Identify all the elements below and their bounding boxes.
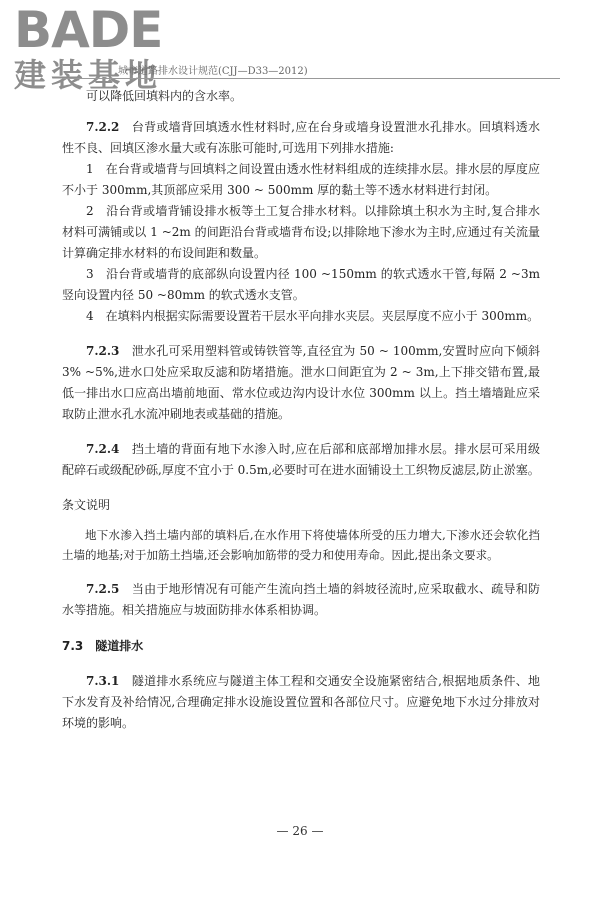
clause-text: 台背或墙背回填透水性材料时,应在台身或墙身设置泄水孔排水。回填料透水性不良、回填区渗水量大或有冻胀可能时,可选用下列排水措施:	[62, 120, 540, 155]
page-number: — 26 —	[276, 824, 324, 838]
watermark-subtitle: 建装基地	[14, 56, 163, 94]
section-number: 7.3	[62, 639, 84, 653]
clause-7-2-4	[62, 439, 540, 481]
page-body	[62, 86, 540, 734]
header-divider	[62, 78, 560, 79]
clause-number: 7.2.3	[86, 344, 120, 358]
section-heading: 隧道排水	[95, 639, 144, 653]
clause-7-2-3	[62, 341, 540, 425]
list-item: 3 沿台背或墙背的底部纵向设置内径 100 ~150mm 的软式透水干管,每隔 2 ~3m 竖向设置内径 50 ~80mm 的软式透水支管。	[62, 267, 540, 302]
commentary-title: 条文说明	[62, 498, 111, 512]
clause-7-2-2	[62, 117, 540, 159]
list-item: 4 在填料内根据实际需要设置若干层水平向排水夹层。夹层厚度不应小于 300mm。	[86, 309, 540, 323]
clause-7-3-1	[62, 671, 540, 734]
clause-7-2-5	[62, 579, 540, 621]
clause-text: 隧道排水系统应与隧道主体工程和交通安全设施紧密结合,根据地质条件、地下水发育及补给情况,合理确定排水设施设置位置和各部位尺寸。应避免地下水过分排放对环境的影响。	[62, 674, 540, 730]
clause-text: 挡土墙的背面有地下水渗入时,应在后部和底部增加排水层。排水层可采用级配碎石或级配砂砾,厚度不宜小于 0.5m,必要时可在进水面铺设土工织物反滤层,防止淤塞。	[62, 442, 540, 477]
list-item: 2 沿台背或墙背铺设排水板等土工复合排水材料。以排除填土积水为主时,复合排水材料可满铺或以 1 ~2m 的间距沿台背或墙背布设;以排除地下渗水为主时,应通过有关流量计算确定排水材料的布设间距和数量。	[62, 204, 540, 260]
clause-number: 7.2.4	[86, 442, 120, 456]
clause-number: 7.2.5	[86, 582, 120, 596]
watermark-brand: BADE	[14, 1, 163, 59]
section-title	[62, 635, 540, 657]
running-header: 城市道路排水设计规范(CJJ—D33—2012)	[118, 66, 308, 77]
commentary-text: 地下水渗入挡土墙内部的填料后,在水作用下将使墙体所受的压力增大,下渗水还会软化挡土墙的地基;对于加筋土挡墙,还会影响加筋带的受力和使用寿命。因此,提出条文要求。	[62, 528, 540, 562]
list-item: 1 在台背或墙背与回填料之间设置由透水性材料组成的连续排水层。排水层的厚度应不小于 300mm,其顶部应采用 300 ~ 500mm 厚的黏土等不透水材料进行封闭。	[62, 162, 540, 197]
clause-text: 当由于地形情况有可能产生流向挡土墙的斜坡径流时,应采取截水、疏导和防水等措施。相关措施应与坡面防排水体系相协调。	[62, 582, 540, 617]
clause-number: 7.3.1	[86, 674, 120, 688]
continuation-text: 可以降低回填料内的含水率。	[86, 89, 243, 103]
clause-number: 7.2.2	[86, 120, 120, 134]
clause-text: 泄水孔可采用塑料管或铸铁管等,直径宜为 50 ~ 100mm,安置时应向下倾斜 3% ~5%,进水口处应采取反滤和防堵措施。泄水口间距宜为 2 ~ 3m,上下排交错布置,最低一排出水口应高出墙前地面、常水位或边沟内设计水位 300mm 以上。挡土墙墙趾应采取防止泄水孔水流冲刷地表或基础的措施。	[62, 344, 540, 421]
